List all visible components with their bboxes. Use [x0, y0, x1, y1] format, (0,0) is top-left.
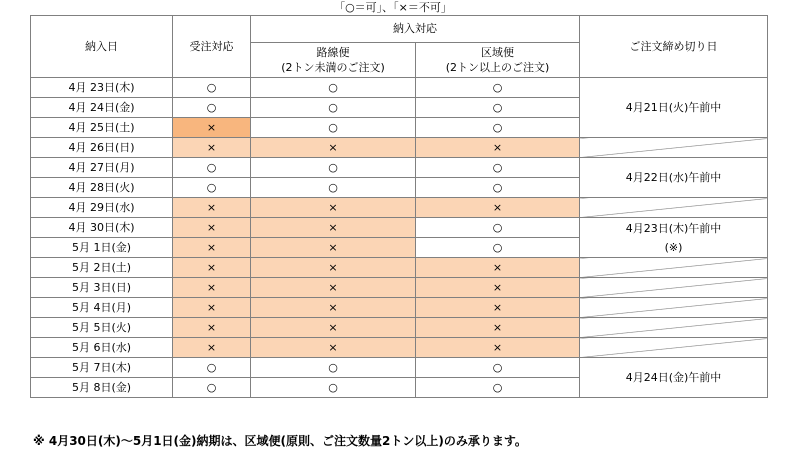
delivery-schedule-table — [30, 15, 768, 398]
order-cell: ○ — [173, 358, 251, 378]
date-cell: 5月 7日(木) — [31, 358, 173, 378]
route-cell: ○ — [251, 178, 416, 198]
header-area-label: 区域便 — [481, 46, 514, 59]
route-cell: × — [251, 138, 416, 158]
header-order: 受注対応 — [173, 16, 251, 78]
area-cell: ○ — [416, 218, 580, 238]
header-date: 納入日 — [31, 16, 173, 78]
deadline-empty-cell — [580, 298, 768, 318]
header-route — [251, 43, 416, 78]
header-route-label: 路線便 — [316, 46, 350, 59]
order-cell: × — [173, 198, 251, 218]
date-cell: 4月 30日(木) — [31, 218, 173, 238]
order-cell: × — [173, 338, 251, 358]
date-cell: 5月 4日(月) — [31, 298, 173, 318]
deadline-mark: (※) — [664, 240, 683, 254]
order-cell: × — [173, 218, 251, 238]
route-cell: ○ — [251, 158, 416, 178]
order-cell: × — [173, 118, 251, 138]
order-cell: ○ — [173, 78, 251, 98]
table-row — [31, 198, 768, 218]
order-cell: ○ — [173, 158, 251, 178]
route-cell: ○ — [251, 358, 416, 378]
deadline-empty-cell — [580, 278, 768, 298]
order-cell: ○ — [173, 98, 251, 118]
route-cell: ○ — [251, 118, 416, 138]
deadline-empty-cell — [580, 338, 768, 358]
area-cell: × — [416, 338, 580, 358]
order-cell: × — [173, 298, 251, 318]
area-cell: × — [416, 298, 580, 318]
date-cell: 4月 24日(金) — [31, 98, 173, 118]
deadline-empty-cell — [580, 138, 768, 158]
deadline-cell: 4月24日(金)午前中 — [580, 358, 768, 398]
area-cell: × — [416, 138, 580, 158]
date-cell: 4月 26日(日) — [31, 138, 173, 158]
footnote: ※ 4月30日(木)〜5月1日(金)納期は、区域便(原則、ご注文数量2トン以上)のみ承ります。 — [33, 434, 527, 448]
route-cell: × — [251, 318, 416, 338]
area-cell: ○ — [416, 118, 580, 138]
table-row — [31, 138, 768, 158]
area-cell: × — [416, 198, 580, 218]
area-cell: ○ — [416, 158, 580, 178]
area-cell: ○ — [416, 178, 580, 198]
table-row — [31, 358, 768, 378]
deadline-text: 4月23日(木)午前中 — [625, 221, 722, 235]
deadline-empty-cell — [580, 318, 768, 338]
area-cell: × — [416, 258, 580, 278]
table-row — [31, 258, 768, 278]
route-cell: × — [251, 338, 416, 358]
order-cell: ○ — [173, 178, 251, 198]
table-row — [31, 218, 768, 238]
order-cell: × — [173, 138, 251, 158]
area-cell: × — [416, 278, 580, 298]
date-cell: 5月 8日(金) — [31, 378, 173, 398]
header-delivery: 納入対応 — [251, 16, 580, 43]
deadline-empty-cell — [580, 258, 768, 278]
route-cell: × — [251, 238, 416, 258]
deadline-cell: 4月21日(火)午前中 — [580, 78, 768, 138]
area-cell: ○ — [416, 78, 580, 98]
header-area-note: (2トン以上のご注文) — [445, 61, 550, 74]
header-route-note: (2トン未満のご注文) — [281, 61, 385, 74]
route-cell: × — [251, 198, 416, 218]
date-cell: 5月 3日(日) — [31, 278, 173, 298]
legend: 「○＝可」、「×＝不可」 — [334, 1, 452, 14]
table-row — [31, 278, 768, 298]
date-cell: 5月 1日(金) — [31, 238, 173, 258]
area-cell: ○ — [416, 358, 580, 378]
order-cell: × — [173, 278, 251, 298]
date-cell: 4月 28日(火) — [31, 178, 173, 198]
route-cell: × — [251, 218, 416, 238]
order-cell: × — [173, 318, 251, 338]
date-cell: 4月 27日(月) — [31, 158, 173, 178]
order-cell: × — [173, 238, 251, 258]
deadline-empty-cell — [580, 198, 768, 218]
date-cell: 4月 25日(土) — [31, 118, 173, 138]
deadline-cell: 4月22日(水)午前中 — [580, 158, 768, 198]
header-deadline: ご注文締め切り日 — [580, 16, 768, 78]
route-cell: × — [251, 278, 416, 298]
route-cell: ○ — [251, 78, 416, 98]
table-row — [31, 298, 768, 318]
area-cell: ○ — [416, 98, 580, 118]
area-cell: × — [416, 318, 580, 338]
route-cell: ○ — [251, 98, 416, 118]
date-cell: 5月 6日(水) — [31, 338, 173, 358]
route-cell: ○ — [251, 378, 416, 398]
table-row — [31, 78, 768, 98]
order-cell: × — [173, 258, 251, 278]
deadline-cell — [580, 218, 768, 258]
date-cell: 5月 5日(火) — [31, 318, 173, 338]
header-area — [416, 43, 580, 78]
route-cell: × — [251, 298, 416, 318]
table-row — [31, 338, 768, 358]
date-cell: 5月 2日(土) — [31, 258, 173, 278]
table-row — [31, 158, 768, 178]
table-row — [31, 318, 768, 338]
area-cell: ○ — [416, 378, 580, 398]
date-cell: 4月 23日(木) — [31, 78, 173, 98]
date-cell: 4月 29日(水) — [31, 198, 173, 218]
route-cell: × — [251, 258, 416, 278]
order-cell: ○ — [173, 378, 251, 398]
area-cell: ○ — [416, 238, 580, 258]
